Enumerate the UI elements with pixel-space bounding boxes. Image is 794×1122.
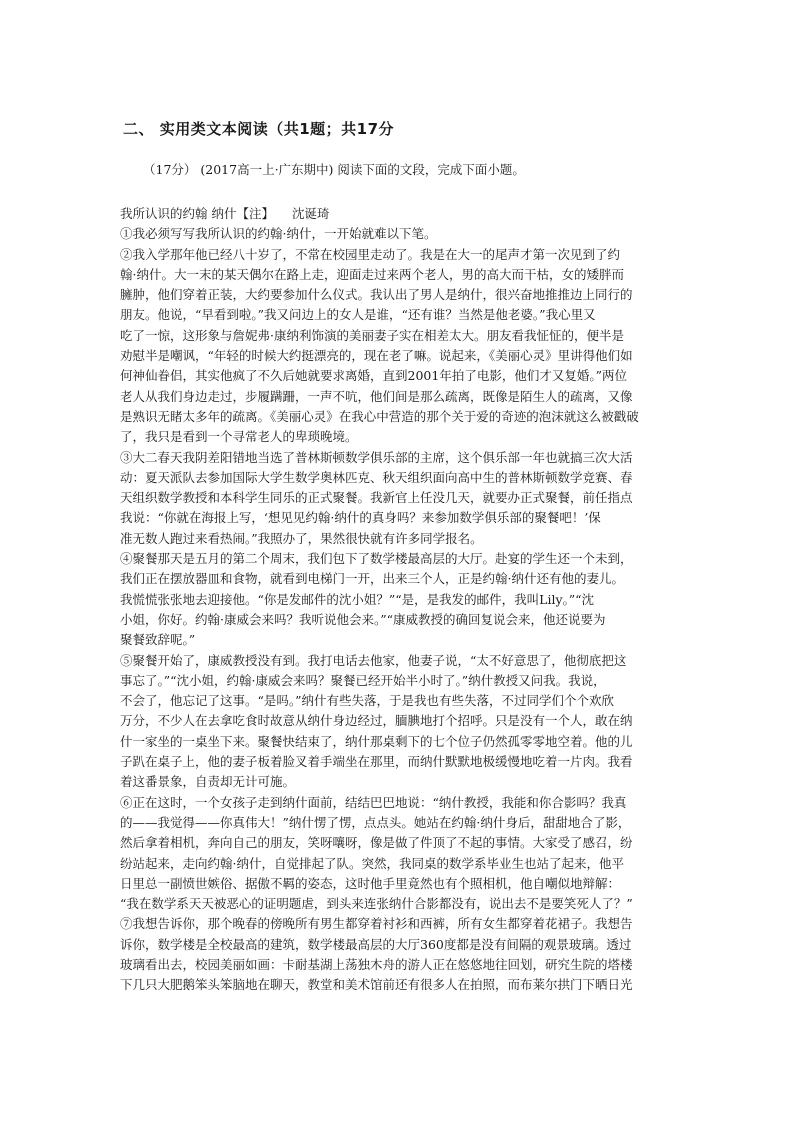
article-line: “我在数学系天天被恶心的证明题虐，到头来连张纳什合影都没有，说出去不是要笑死人了？” — [120, 896, 633, 912]
article-body — [120, 204, 680, 996]
article-line: ②我入学那年他已经八十岁了，不常在校园里走动了。我是在大一的尾声才第一次见到了约 — [120, 246, 621, 262]
article-line: 了，我只是看到一个寻常老人的卑琐晚境。 — [120, 429, 358, 445]
article-paragraphs — [120, 224, 680, 995]
article-line: 子趴在桌子上，他的妻子板着脸叉着手端坐在那里，而纳什默默地极缓慢地吃着一片肉。我看 — [120, 754, 633, 770]
article-line: 准无数人跑过来看热闹。”我照办了，果然很快就有许多同学报名。 — [120, 530, 483, 546]
article-line: 翰·纳什。大一末的某天偶尔在路上走，迎面走过来两个老人，男的高大而干枯，女的矮胖而 — [120, 266, 624, 282]
article-author: 沈诞琦 — [291, 206, 330, 221]
article-line: 聚餐致辞呢。” — [120, 632, 196, 648]
article-line: 玻璃看出去，校园美丽如画：卡耐基湖上荡独木舟的游人正在悠悠地往回划，研究生院的塔楼 — [120, 956, 633, 972]
article-line: 何神仙眷侣，其实他疯了不久后她就要求离婚，直到2001年拍了电影，他们才又复婚。”两位 — [120, 368, 627, 384]
article-line: 臃肿，他们穿着正装，大约要参加什么仪式。我认出了男人是纳什，很兴奋地推推边上同行的 — [120, 287, 633, 303]
article-line: 劝慰半是嘲讽，“年轻的时候大约挺漂亮的，现在老了嘛。说起来，《美丽心灵》里讲得他们如 — [120, 348, 633, 364]
article-line: ⑤聚餐开始了，康威教授没有到。我打电话去他家，他妻子说，“太不好意思了，他彻底把这 — [120, 652, 627, 668]
article-line: 事忘了。”“沈小姐，约翰·康威会来吗？聚餐已经开始半小时了。”纳什教授又问我。我说， — [120, 672, 606, 688]
article-line: ⑦我想告诉你，那个晚春的傍晚所有男生都穿着衬衫和西裤，所有女生都穿着花裙子。我想告 — [120, 916, 633, 932]
article-line: 下几只大肥鹅笨头笨脑地在聊天，教堂和美术馆前还有很多人在拍照，而布莱尔拱门下晒日光 — [120, 977, 633, 993]
article-line: 我们正在摆放器皿和食物，就看到电梯门一开，出来三个人，正是约翰·纳什还有他的妻儿。 — [120, 571, 624, 587]
article-line: 我说：“你就在海报上写，‘想见见约翰·纳什的真身吗？来参加数学俱乐部的聚餐吧！’保 — [120, 510, 601, 526]
article-line: ③大二春天我阴差阳错地当选了普林斯顿数学俱乐部的主席，这个俱乐部一年也就搞三次大活 — [120, 449, 633, 465]
article-line: 不会了，他忘记了这事。“是吗。”纳什有些失落，于是我也有些失落，不过同学们个个欢欣 — [120, 693, 615, 709]
article-line: 诉你，数学楼是全校最高的建筑，数学楼最高层的大厅360度都是没有间隔的观景玻璃。透过 — [120, 936, 632, 952]
article-line: 着这番景象，自责却无计可施。 — [120, 774, 296, 790]
article-line: 然后拿着相机，奔向自己的朋友，笑呀嚷呀，像是做了件顶了不起的事情。大家受了感召，纷 — [120, 835, 633, 851]
article-line: 纷站起来，走向约翰·纳什，自觉排起了队。突然，我同桌的数学系毕业生也站了起来，他平 — [120, 855, 624, 871]
article-line: 吃了一惊，这形象与詹妮弗·康纳利饰演的美丽妻子实在相差太大。朋友看我怔怔的，便半是 — [120, 327, 624, 343]
article-line: 日里总一副愤世嫉俗、据傲不羁的姿态，这时他手里竟然也有个照相机，他自嘲似地辩解： — [120, 875, 621, 891]
article-line: 小姐，你好。约翰·康威会来吗？我听说他会来。”“康威教授的确回复说会来，他还说要为 — [120, 611, 606, 627]
article-line: 是熟识无睹太多年的疏离。《美丽心灵》在我心中营造的那个关于爱的奇迹的泡沫就这么被戳破 — [120, 408, 639, 424]
article-line: 动：夏天派队去参加国际大学生数学奥林匹克、秋天组织面向高中生的普林斯顿数学竞赛、春 — [120, 469, 633, 485]
article-line: ⑥正在这时，一个女孩子走到纳什面前，结结巴巴地说：“纳什教授，我能和你合影吗？我真 — [120, 794, 627, 810]
article-line: 我慌慌张张地去迎接他。“你是发邮件的沈小姐？”“是，是我发的邮件，我叫Lily。”“沈 — [120, 591, 595, 607]
article-line: 天组织数学教授和本科学生同乐的正式聚餐。我新官上任没几天，就要办正式聚餐，前任指点 — [120, 490, 633, 506]
article-line: ④聚餐那天是五月的第二个周末，我们包下了数学楼最高层的大厅。赴宴的学生还一个未到， — [120, 551, 633, 567]
section-heading: 二、 实用类文本阅读（共1题；共17分 — [123, 120, 395, 138]
article-line: 的——我觉得——你真伟大！”纳什愣了愣，点点头。她站在约翰·纳什身后，甜甜地合了影， — [120, 814, 631, 830]
article-line: ①我必须写写我所认识的约翰·纳什，一开始就难以下笔。 — [120, 226, 437, 242]
article-line: 什一家坐的一桌坐下来。聚餐快结束了，纳什那桌剩下的七个位子仍然孤零零地空着。他的儿 — [120, 733, 633, 749]
article-line: 万分，不少人在去拿吃食时故意从纳什身边经过，腼腆地打个招呼。只是没有一个人，敢在纳 — [120, 713, 633, 729]
article-line: 老人从我们身边走过，步履蹒跚，一声不吭，他们间是那么疏离，既像是陌生人的疏离，又像 — [120, 388, 633, 404]
article-line: 朋友。他说，“早看到啦。”我又问边上的女人是谁，“还有谁？当然是他老婆。”我心里又 — [120, 307, 596, 323]
question-intro: （17分） (2017高一上·广东期中) 阅读下面的文段，完成下面小题。 — [143, 162, 525, 177]
article-title-line — [120, 204, 680, 224]
article-title: 我所认识的约翰 纳什【注】 — [120, 206, 274, 221]
